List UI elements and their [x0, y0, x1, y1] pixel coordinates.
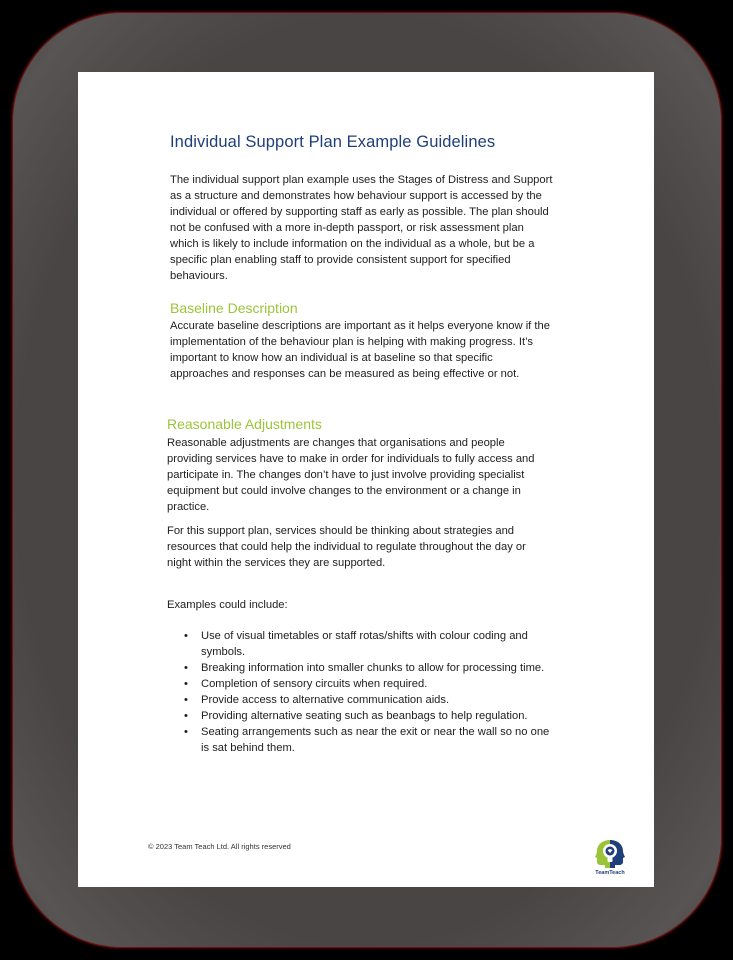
list-item: • Providing alternative seating such as beanbags to help regulation.: [184, 710, 528, 722]
bullet-icon: •: [184, 678, 188, 690]
list-item: • Use of visual timetables or staff rotas/shifts with colour coding and symbols.: [184, 630, 528, 658]
bullet-icon: •: [184, 694, 188, 706]
team-teach-logo: [592, 838, 628, 878]
examples-list: [184, 628, 549, 756]
logo-wordmark: TeamTeach: [595, 870, 625, 876]
baseline-paragraph: Accurate baseline descriptions are important as it helps everyone know if the implementation of the behaviour plan is helping with making progress. It’s important to know how an individual is at baseline so that specific approaches and responses can be measured as being effective or not.: [170, 320, 550, 380]
document-page: [78, 72, 654, 887]
page-title: Individual Support Plan Example Guidelines: [170, 133, 496, 151]
bullet-icon: •: [184, 630, 188, 642]
team-teach-heads-logo-icon: [592, 838, 628, 870]
list-item: • Provide access to alternative communication aids.: [184, 694, 450, 706]
list-item: • Completion of sensory circuits when required.: [184, 678, 428, 690]
section-heading-baseline: Baseline Description: [170, 300, 298, 316]
bullet-icon: •: [184, 710, 188, 722]
list-item: • Seating arrangements such as near the exit or near the wall so no one is sat behind them.: [184, 726, 550, 754]
adjustments-paragraph: Reasonable adjustments are changes that organisations and people providing services have to make in order for individuals to fully access and participate in. The changes don’t have to just involve providing specialist equipment but could involve changes to the environment or a change in practice.: [167, 437, 535, 513]
bullet-icon: •: [184, 726, 188, 738]
bullet-icon: •: [184, 662, 188, 674]
section-heading-reasonable-adjustments: Reasonable Adjustments: [167, 416, 322, 432]
strategies-paragraph: For this support plan, services should be thinking about strategies and resources that could help the individual to regulate throughout the day or night within the services they are supported.: [167, 525, 526, 569]
list-item: • Breaking information into smaller chunks to allow for processing time.: [184, 662, 545, 674]
copyright-footer: © 2023 Team Teach Ltd. All rights reserved: [148, 842, 291, 851]
examples-intro: Examples could include:: [167, 599, 288, 611]
intro-paragraph: The individual support plan example uses the Stages of Distress and Support as a structure and demonstrates how behaviour support is accessed by the individual or offered by supporting staff as early as possible. The plan should not be confused with a more in-depth passport, or risk assessment plan which is likely to include information on the individual as a whole, but be a specific plan enabling staff to provide consistent support for specified behaviours.: [170, 174, 553, 282]
